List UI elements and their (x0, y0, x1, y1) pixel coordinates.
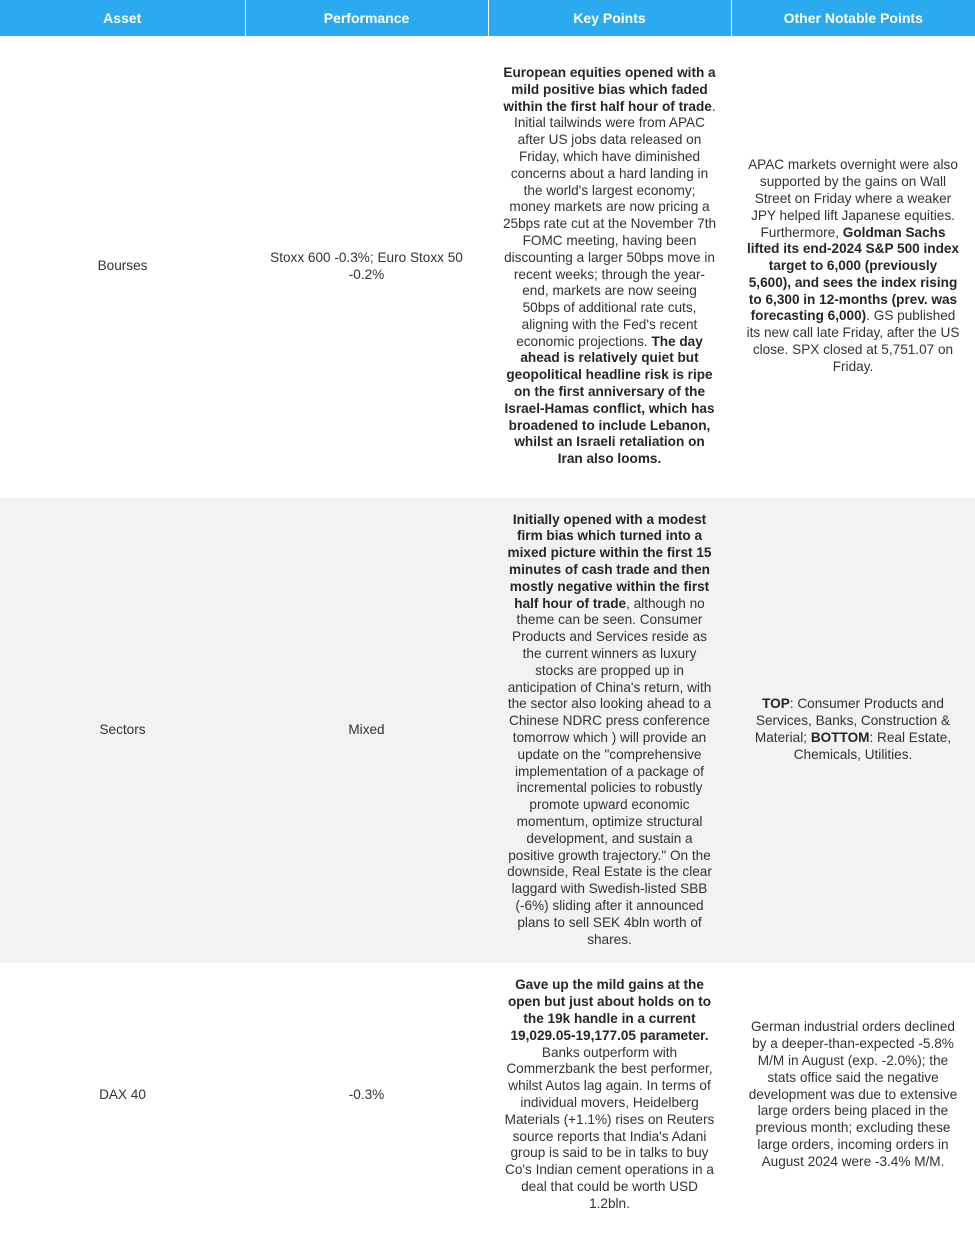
key-points-body: Banks outperform with Commerzbank the best performer, whilst Autos lag again. In terms of individual movers, Heidelberg Materials (+1.1%) rises on Reuters source reports that India's Adani group is said to be in talks to buy Co's Indian cement operations in a deal that could be worth USD 1.2bln. (504, 1044, 715, 1211)
key-points-body: . Initial tailwinds were from APAC after US jobs data released on Friday, which have diminished concerns about a hard landing in the world's largest economy; money markets are now pricing a 25bps rate cut at the November 7th FOMC meeting, having been discounting a larger 50bps move in recent weeks; through the year-end, markets are now seeing 50bps of additional rate cuts, aligning with the Fed's recent economic projections. (502, 98, 717, 349)
top-label: TOP (762, 696, 790, 712)
other-points-text (746, 157, 960, 375)
header-key-points: Key Points (488, 0, 731, 36)
key-points-text (503, 977, 717, 1212)
performance-text: -0.3% (348, 1086, 385, 1102)
performance-text: Stoxx 600 -0.3%; Euro Stoxx 50 -0.2% (270, 249, 463, 282)
other-points-body: . GS published its new call late Friday, after the US close. SPX closed at 5,751.07 on Friday. (746, 308, 960, 374)
other-points-body: : Real Estate, Chemicals, Utilities. (793, 730, 952, 762)
asset-cell: Bourses (0, 36, 245, 498)
other-points-text (746, 1019, 960, 1170)
header-asset: Asset (0, 0, 245, 36)
key-points-bold: European equities opened with a mild positive bias which faded within the first half hour of trade (503, 64, 716, 114)
other-points-body: APAC markets overnight were also supported by the gains on Wall Street on Friday where a weaker JPY helped lift Japanese equities. Furthermore, (748, 157, 958, 240)
key-points-bold: The day ahead is relatively quiet but geopolitical headline risk is ripe on the first anniversary of the Israel-Hamas conflict, which has broadened to include Lebanon, whilst an Israeli retaliation on Iran also looms. (504, 333, 715, 467)
asset-cell: DAX 40 (0, 963, 245, 1228)
table-row-sectors (0, 498, 975, 963)
key-points-cell (488, 963, 731, 1228)
table-header-row (0, 0, 975, 36)
header-other-points: Other Notable Points (731, 0, 975, 36)
other-points-body: : Consumer Products and Services, Banks, Construction & Material; (754, 696, 951, 745)
other-points-bold: Goldman Sachs lifted its end-2024 S&P 500 index target to 6,000 (previously 5,600), and sees the index rising to 6,300 in 12-months (prev. was forecasting 6,000) (746, 224, 960, 324)
performance-cell (245, 963, 488, 1228)
key-points-text (503, 512, 717, 949)
header-performance: Performance (245, 0, 488, 36)
other-points-text (746, 696, 960, 763)
performance-text: Mixed (348, 721, 385, 737)
bottom-label: BOTTOM (810, 730, 870, 745)
key-points-text (503, 65, 717, 468)
other-points-cell (731, 963, 975, 1228)
other-points-cell (731, 498, 975, 963)
other-points-body: German industrial orders declined by a deeper-than-expected -5.8% M/M in August (exp. -2.0%); the stats office said the negative development was due to extensive large orders being placed in the previous month; excluding these large orders, incoming orders in August 2024 were -3.4% M/M. (748, 1019, 958, 1169)
key-points-bold: Gave up the mild gains at the open but just about holds on to the 19k handle in a current 19,029.05-19,177.05 parameter. (507, 977, 712, 1043)
key-points-bold: Initially opened with a modest firm bias which turned into a mixed picture within the first 15 minutes of cash trade and then mostly negative within the first half hour of trade (507, 511, 712, 611)
table-row-dax (0, 963, 975, 1228)
table-row-bourses (0, 36, 975, 498)
key-points-cell (488, 498, 731, 963)
key-points-body: , although no theme can be seen. Consumer Products and Services reside as the current winners as luxury stocks are propped up in anticipation of China's return, with the sector also looking ahead to a Chinese NDRC press conference tomorrow which ) will provide an update on the "comprehensive implementation of a package of incremental policies to robustly promote upward economic momentum, optimize structural development, and sustain a positive growth trajectory." On the downside, Real Estate is the clear laggard with Swedish-listed SBB (-6%) sliding after it announced plans to sell SEK 4bln worth of shares. (507, 595, 712, 947)
asset-cell: Sectors (0, 498, 245, 963)
key-points-cell (488, 36, 731, 498)
performance-cell (245, 36, 488, 498)
other-points-cell (731, 36, 975, 498)
performance-cell (245, 498, 488, 963)
